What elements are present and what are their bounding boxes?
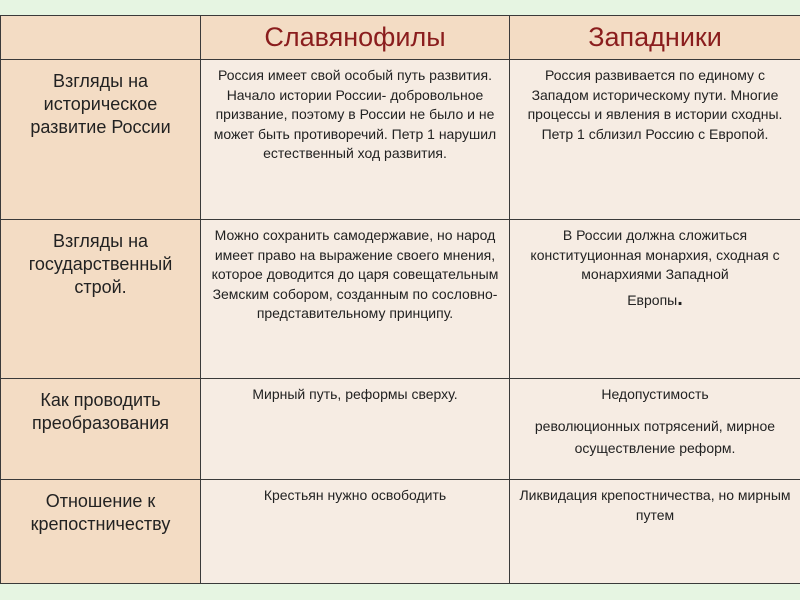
westernizers-state-system-tail: Европы xyxy=(627,291,678,308)
row-label-cell xyxy=(1,60,201,220)
table-row xyxy=(1,480,800,584)
slavophiles-serfdom: Крестьян нужно освободить xyxy=(263,487,447,503)
table-row xyxy=(1,220,800,379)
table-cell xyxy=(201,379,510,480)
header-cell-slavophiles xyxy=(201,16,510,60)
row-label-cell xyxy=(1,480,201,584)
westernizers-historical-development: Россия развивается по единому с Западом историческому пути. Многие процессы и явления в истории сходны. Петр 1 сблизил Россию с Европой. xyxy=(527,67,783,142)
row-label-transformations: Как проводить преобразования xyxy=(31,390,170,433)
westernizers-state-system-dot: . xyxy=(677,287,683,310)
row-label-serfdom: Отношение к крепостничеству xyxy=(30,491,171,534)
westernizers-serfdom: Ликвидация крепостничества, но мирным путем xyxy=(519,487,791,523)
header-cell-westernizers xyxy=(510,16,800,60)
westernizers-transformations-line1: Недопустимость xyxy=(601,386,709,402)
table-cell xyxy=(201,60,510,220)
westernizers-transformations-line2: революционных потрясений, мирное осуществление реформ. xyxy=(534,417,776,456)
row-label-cell xyxy=(1,220,201,379)
table-cell xyxy=(510,220,800,379)
westernizers-state-system-tail-line xyxy=(516,285,794,314)
header-empty-cell xyxy=(1,16,201,60)
header-slavophiles: Славянофилы xyxy=(264,22,446,52)
table-cell xyxy=(510,379,800,480)
slavophiles-historical-development: Россия имеет свой особый путь развития. Начало истории России- добровольное призвание, поэтому в России не было и не может быть противоречий. Петр 1 нарушил естественный ход развития. xyxy=(213,67,497,161)
table-cell xyxy=(201,480,510,584)
slavophiles-transformations: Мирный путь, реформы сверху. xyxy=(252,386,458,402)
table-header-row xyxy=(1,16,800,60)
westernizers-transformations xyxy=(510,379,800,459)
header-westernizers: Западники xyxy=(588,22,722,52)
table-cell xyxy=(510,60,800,220)
row-label-state-system: Взгляды на государственный строй. xyxy=(28,231,173,297)
row-label-cell xyxy=(1,379,201,480)
slavophiles-state-system: Можно сохранить самодержавие, но народ имеет право на выражение своего мнения, которое доводится до царя совещательным Земским собором, созданным по сословно-представительному принципу. xyxy=(211,227,499,321)
westernizers-state-system xyxy=(510,220,800,314)
comparison-table xyxy=(0,15,800,584)
table-row xyxy=(1,379,800,480)
row-label-historical-development: Взгляды на историческое развитие России xyxy=(30,71,171,137)
table-cell xyxy=(201,220,510,379)
table-cell xyxy=(510,480,800,584)
table-row xyxy=(1,60,800,220)
westernizers-state-system-main: В России должна сложиться конституционная монархия, сходная с монархиями Западной xyxy=(530,227,780,282)
